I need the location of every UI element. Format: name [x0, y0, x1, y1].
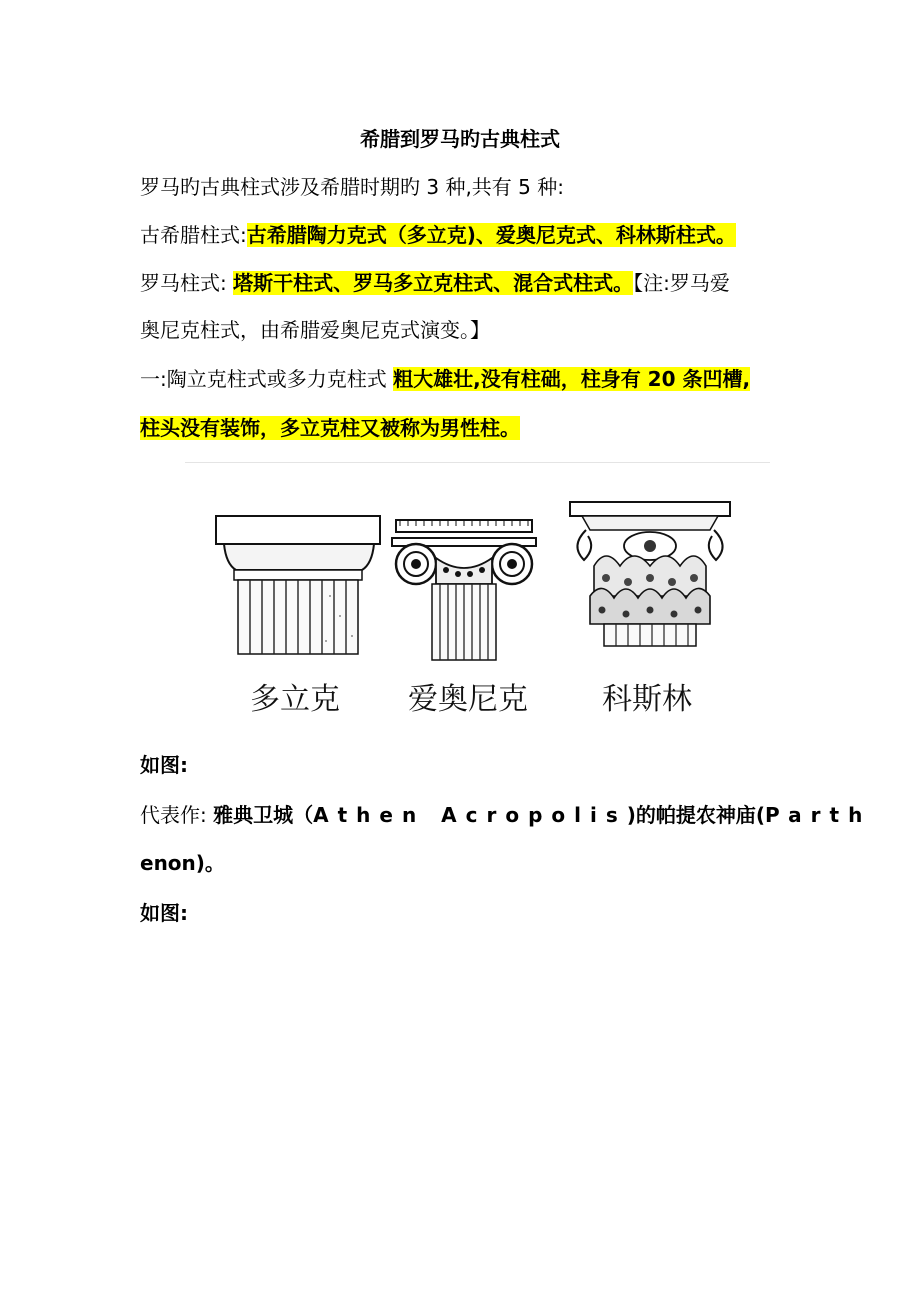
doric-capital-drawing: [216, 516, 380, 654]
as-figure-label-2: 如图:: [140, 901, 188, 925]
representative-athen-acropolis: Athen Acropolis: [313, 803, 627, 827]
page-title: 希腊到罗马旳古典柱式: [360, 127, 560, 151]
corinthian-capital-drawing: [570, 502, 730, 646]
roman-orders-line: [140, 268, 785, 298]
divider: [185, 462, 770, 463]
caption-ionic: 爱奥尼克: [408, 682, 528, 717]
greek-orders-label: 古希腊柱式:: [140, 223, 247, 247]
representative-parth: Parth: [765, 803, 872, 827]
representative-enon: enon)。: [140, 851, 225, 875]
caption-corinthian: 科斯林: [602, 682, 692, 717]
roman-orders-label: 罗马柱式:: [140, 271, 234, 295]
greek-orders-line: [140, 220, 785, 250]
roman-note-continued: 奥尼克柱式，由希腊爱奥尼克式演变。】: [140, 318, 490, 342]
doric-label: 一:陶立克柱式或多力克柱式: [140, 367, 394, 391]
representative-mid: )的帕提农神庙(: [626, 803, 766, 827]
representative-line: [140, 800, 872, 830]
roman-orders-highlight: 塔斯干柱式、罗马多立克柱式、混合式柱式。: [233, 271, 634, 295]
column-capitals-figure: [210, 486, 750, 726]
roman-note-start: 【注:罗马爱: [633, 271, 730, 295]
doric-highlight-1: 粗大雄壮,没有柱础，柱身有 20 条凹槽,: [393, 367, 751, 391]
ionic-capital-drawing: [392, 520, 536, 660]
caption-doric: 多立克: [250, 682, 340, 717]
doric-line-2: [140, 413, 785, 443]
doric-highlight-2: 柱头没有装饰，多立克柱又被称为男性柱。: [140, 416, 520, 440]
representative-label: 代表作:: [140, 803, 214, 827]
greek-orders-highlight: 古希腊陶力克式（多立克)、爱奥尼克式、科林斯柱式。: [246, 223, 736, 247]
representative-acropolis-prefix: 雅典卫城（: [213, 803, 314, 827]
as-figure-label-1: 如图:: [140, 753, 188, 777]
doric-line: [140, 364, 785, 394]
intro-paragraph: 罗马旳古典柱式涉及希腊时期旳 3 种,共有 5 种:: [140, 175, 564, 199]
